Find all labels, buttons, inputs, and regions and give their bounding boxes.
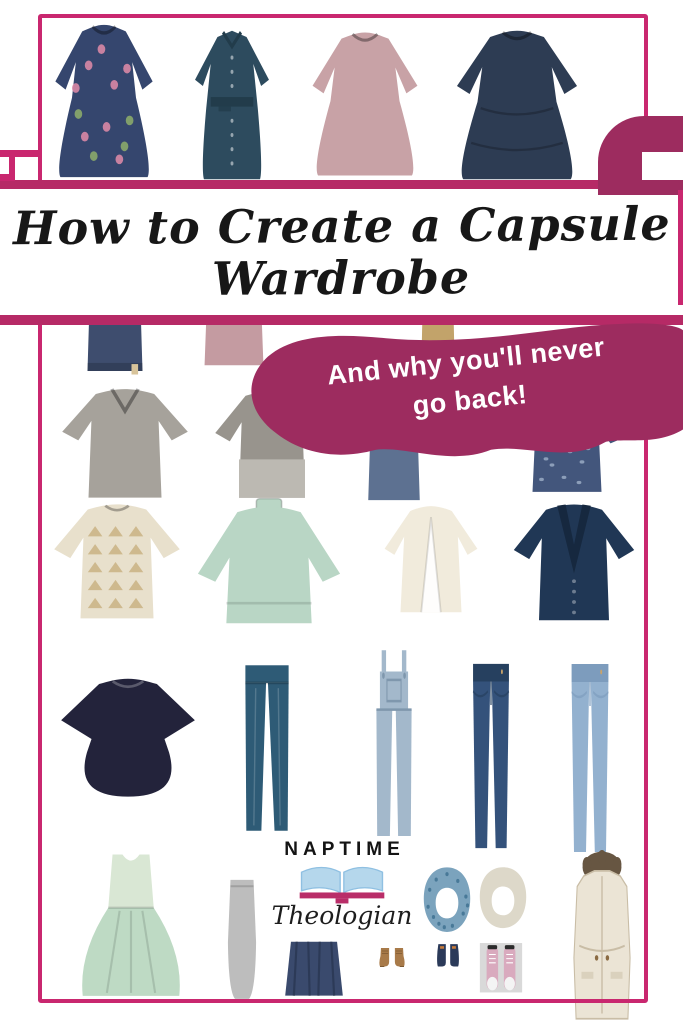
banner-top-bar — [0, 180, 683, 189]
logo-brand-text: NAPTIME — [284, 838, 405, 860]
left-bracket-top — [0, 150, 38, 157]
left-bracket-side — [9, 150, 15, 181]
pin-title-line2: Wardrobe — [212, 250, 471, 306]
callout-blob — [236, 316, 683, 464]
pink-border-frame — [38, 14, 648, 1003]
callout-line2: go back! — [411, 379, 529, 421]
callout-line1: And why you'll never — [325, 331, 607, 391]
right-edge-line — [678, 190, 683, 305]
corner-dome-notch — [642, 152, 683, 180]
logo-sub-text: Theologian — [271, 900, 413, 930]
title-banner — [0, 180, 683, 325]
pin-title-line1: How to Create a Capsule — [12, 196, 671, 255]
